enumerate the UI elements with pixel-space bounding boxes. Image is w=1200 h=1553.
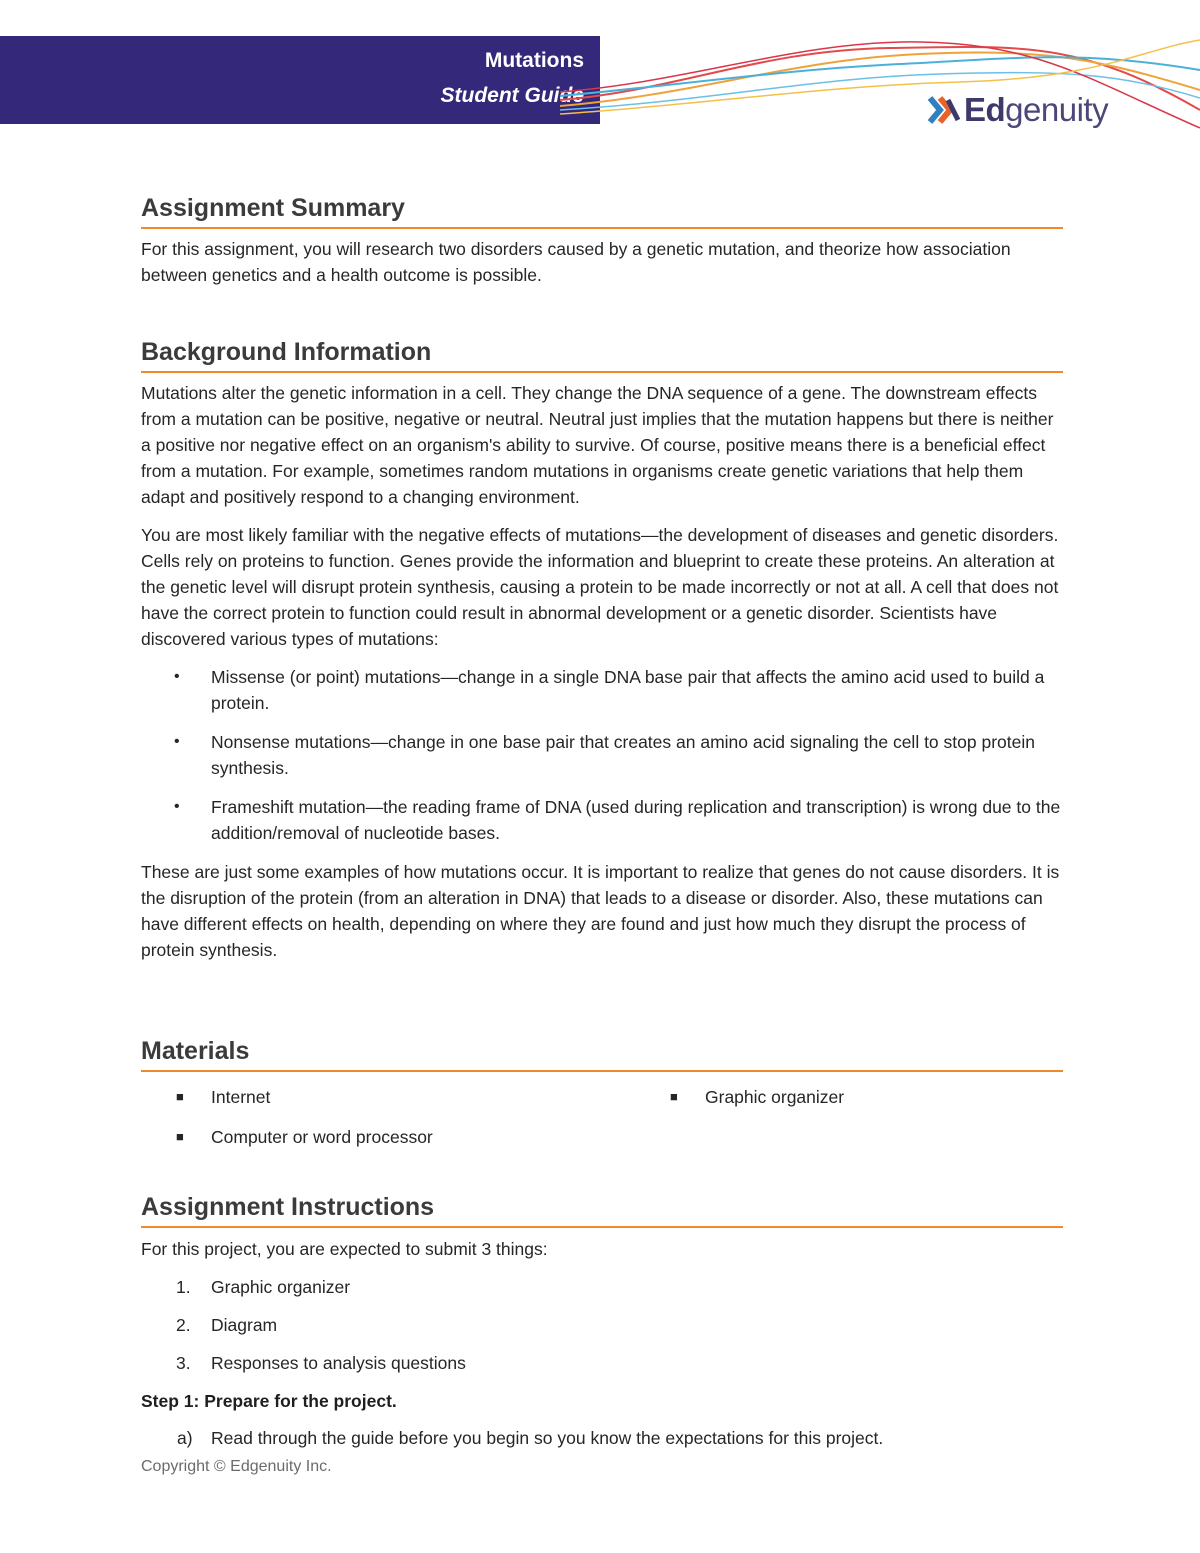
mutation-types-list [141, 664, 1063, 846]
background-paragraph-1: Mutations alter the genetic information in a cell. They change the DNA sequence of a gene. The downstream effects from a mutation can be positive, negative or neutral. Neutral just implies that the mutation happens but there is neither a positive nor negative effect on an organism's ability to survive. Of course, positive means there is a beneficial effect from a mutation. For example, sometimes random mutations in organisms create genetic variations that help them adapt and positively respond to a changing environment. [141, 383, 1054, 507]
list-item: ■ Internet [176, 1087, 271, 1107]
list-item: • Frameshift mutation—the reading frame of DNA (used during replication and transcription) is wrong due to the addition/removal of nucleotide bases. [174, 797, 1061, 843]
list-item: • Nonsense mutations—change in one base pair that creates an amino acid signaling the cell to stop protein synthesis. [174, 732, 1035, 778]
assignment-summary-text: For this assignment, you will research two disorders caused by a genetic mutation, and theorize how association between genetics and a health outcome is possible. [141, 239, 1011, 285]
instructions-section [141, 1193, 1063, 1451]
list-item: ■ Graphic organizer [670, 1087, 845, 1107]
assignment-summary-heading: Assignment Summary [141, 194, 1063, 229]
materials-heading: Materials [141, 1037, 1063, 1072]
document-subtitle: Student Guide [440, 84, 584, 107]
background-paragraph-3: These are just some examples of how mutations occur. It is important to realize that genes do not cause disorders. It is the disruption of the protein (from an alteration in DNA) that leads to a disease or disorder. Also, these mutations can have different effects on health, depending on where they are found and just how much they disrupt the process of protein synthesis. [141, 862, 1060, 960]
background-heading: Background Information [141, 338, 1063, 373]
instructions-heading: Assignment Instructions [141, 1193, 1063, 1228]
list-item: 3. Responses to analysis questions [176, 1353, 466, 1373]
list-item: 2. Diagram [176, 1315, 278, 1335]
assignment-summary-section [141, 194, 1063, 288]
list-item: • Missense (or point) mutations—change in a single DNA base pair that affects the amino acid used to build a protein. [174, 667, 1045, 713]
materials-section [141, 1037, 1063, 1150]
background-section [141, 338, 1063, 963]
instructions-intro: For this project, you are expected to submit 3 things: [141, 1239, 548, 1259]
list-item: ■ Computer or word processor [176, 1127, 433, 1147]
copyright-footer: Copyright © Edgenuity Inc. [141, 1458, 332, 1475]
document-title: Mutations [484, 49, 584, 72]
x-logo-icon [926, 92, 962, 128]
header-banner [0, 36, 600, 124]
background-paragraph-2: You are most likely familiar with the negative effects of mutations—the development of diseases and genetic disorders. Cells rely on proteins to function. Genes provide the information and blueprint to create these proteins. An alteration at the genetic level will disrupt protein synthesis, causing a protein to be made incorrectly or not at all. A cell that does not have the correct protein to function could result in abnormal development or a genetic disorder. Scientists have discovered various types of mutations: [141, 525, 1059, 649]
materials-list [141, 1084, 1063, 1150]
edgenuity-logo: Edgenuity [926, 88, 1108, 132]
deliverables-list [141, 1274, 1063, 1376]
step-1-a: a) Read through the guide before you begin so you know the expectations for this project. [177, 1428, 884, 1448]
list-item: 1. Graphic organizer [176, 1277, 351, 1297]
step-1-heading: Step 1: Prepare for the project. [141, 1391, 397, 1411]
